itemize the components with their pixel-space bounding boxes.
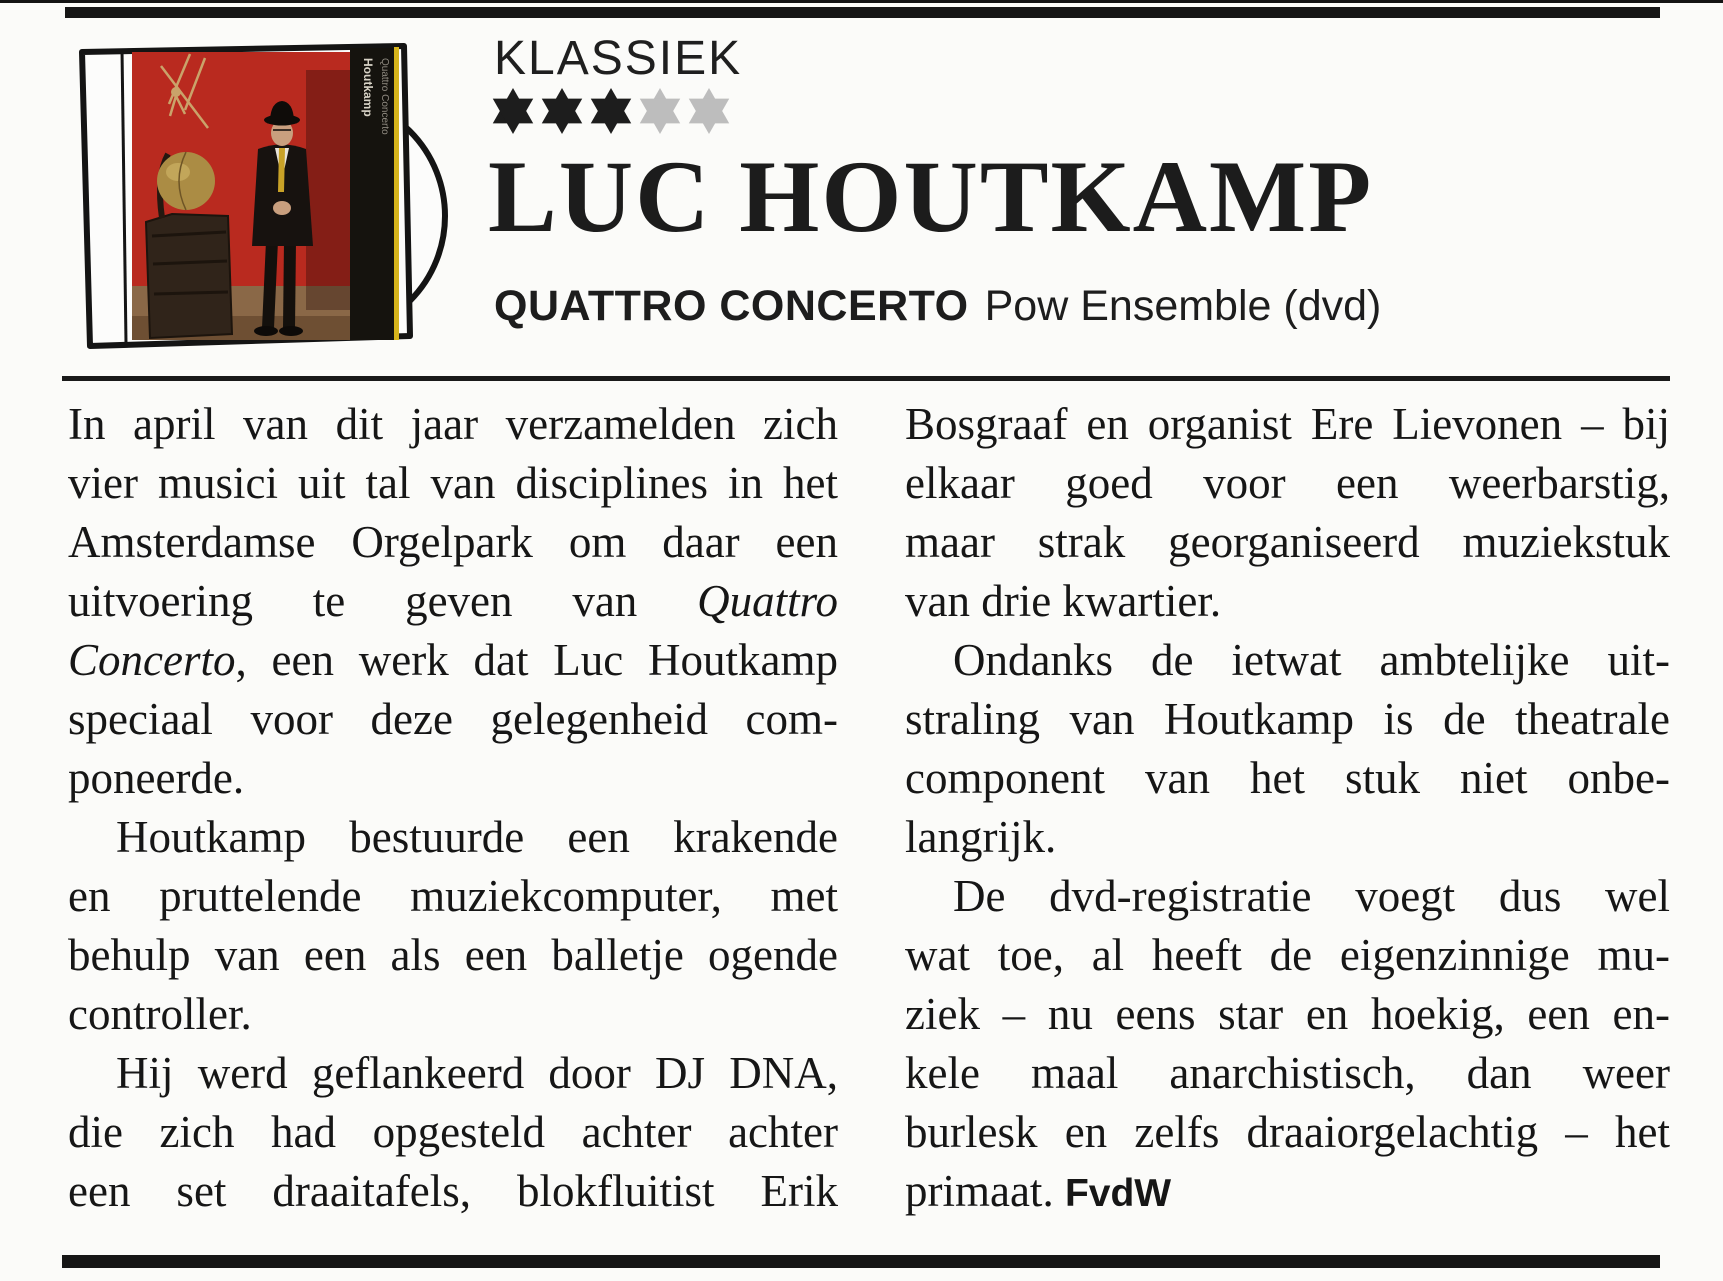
text-segment: behulp van een als een balletje ogende xyxy=(68,930,838,980)
bottom-rule xyxy=(62,1255,1660,1268)
top-thin-rule xyxy=(0,0,1723,3)
text-line xyxy=(68,690,838,749)
text-segment: Quattro xyxy=(697,576,838,626)
text-line xyxy=(68,749,838,808)
text-line xyxy=(68,1162,838,1221)
text-line xyxy=(905,454,1670,513)
text-line xyxy=(68,985,838,1044)
cover-accent-line xyxy=(394,47,399,340)
text-segment: vier musici uit tal van disciplines in het xyxy=(68,458,838,508)
album-title: QUATTRO CONCERTO xyxy=(494,282,969,330)
text-line xyxy=(68,631,838,690)
text-line xyxy=(905,395,1670,454)
article-column-left xyxy=(68,395,838,1221)
star-icon xyxy=(686,88,732,134)
star-icon xyxy=(539,88,585,134)
text-line xyxy=(905,690,1670,749)
text-segment: Hij werd geflankeerd door DJ DNA, xyxy=(116,1048,838,1098)
text-segment: primaat. xyxy=(905,1166,1065,1216)
text-line xyxy=(68,454,838,513)
text-segment: Houtkamp bestuurde een krakende xyxy=(116,812,838,862)
text-segment: straling van Houtkamp is de theatrale xyxy=(905,694,1670,744)
text-segment: Concerto xyxy=(68,635,236,685)
text-line xyxy=(905,985,1670,1044)
text-segment: poneerde. xyxy=(68,753,245,803)
star-icon xyxy=(490,88,536,134)
text-line xyxy=(905,749,1670,808)
spine-subtitle: Quattro Concerto xyxy=(379,58,390,135)
spine-title: Houtkamp xyxy=(361,58,375,117)
text-line xyxy=(905,631,1670,690)
text-line xyxy=(68,1103,838,1162)
text-segment: kele maal anarchistisch, dan weer xyxy=(905,1048,1670,1098)
star-rating xyxy=(490,88,732,134)
album-cover xyxy=(68,36,448,354)
text-segment: Ondanks de ietwat ambtelijke uit- xyxy=(953,635,1670,685)
header-rule xyxy=(62,376,1670,381)
text-line xyxy=(68,926,838,985)
text-line xyxy=(905,513,1670,572)
text-line xyxy=(68,513,838,572)
text-segment: die zich had opgesteld achter achter xyxy=(68,1107,838,1157)
text-segment: Amsterdamse Orgelpark om daar een xyxy=(68,517,838,567)
text-segment: een set draaitafels, blokfluitist Erik xyxy=(68,1166,838,1216)
text-segment: van drie kwartier. xyxy=(905,576,1222,626)
star-icon xyxy=(637,88,683,134)
text-segment: burlesk en zelfs draaiorgelachtig – het xyxy=(905,1107,1670,1157)
text-line xyxy=(68,1044,838,1103)
article-title: LUC HOUTKAMP xyxy=(488,140,1374,254)
article-column-right xyxy=(905,395,1670,1221)
text-line xyxy=(905,1162,1670,1221)
text-segment: maar strak georganiseerd muziekstuk xyxy=(905,517,1670,567)
text-line xyxy=(905,1103,1670,1162)
text-segment: uitvoering te geven van xyxy=(68,576,698,626)
text-segment: In april van dit jaar verzamelden zich xyxy=(68,399,838,449)
text-line xyxy=(68,808,838,867)
text-line xyxy=(68,867,838,926)
text-line xyxy=(905,572,1670,631)
cover-photo xyxy=(132,52,350,340)
text-segment: speciaal voor deze gelegenheid com- xyxy=(68,694,838,744)
top-thick-rule xyxy=(65,7,1660,18)
text-segment: , een werk dat Luc Houtkamp xyxy=(235,635,838,685)
text-segment: langrijk. xyxy=(905,812,1057,862)
star-icon xyxy=(588,88,634,134)
section-kicker: KLASSIEK xyxy=(494,32,743,85)
text-line xyxy=(68,395,838,454)
text-segment: Bosgraaf en organist Ere Lievonen – bij xyxy=(905,399,1670,449)
text-line xyxy=(68,572,838,631)
text-segment: De dvd-registratie voegt dus wel xyxy=(953,871,1670,921)
album-credit: Pow Ensemble (dvd) xyxy=(984,282,1382,330)
text-segment: wat toe, al heeft de eigenzinnige mu- xyxy=(905,930,1670,980)
text-segment: controller. xyxy=(68,989,252,1039)
globe xyxy=(157,152,215,210)
byline: FvdW xyxy=(1064,1172,1172,1215)
text-segment: component van het stuk niet onbe- xyxy=(905,753,1670,803)
text-segment: elkaar goed voor een weerbarstig, xyxy=(905,458,1670,508)
text-segment: en pruttelende muziekcomputer, met xyxy=(68,871,838,921)
text-segment: ziek – nu eens star en hoekig, een en- xyxy=(905,989,1670,1039)
text-line xyxy=(905,1044,1670,1103)
album-line xyxy=(494,282,1381,331)
text-line xyxy=(905,926,1670,985)
text-line xyxy=(905,808,1670,867)
text-line xyxy=(905,867,1670,926)
